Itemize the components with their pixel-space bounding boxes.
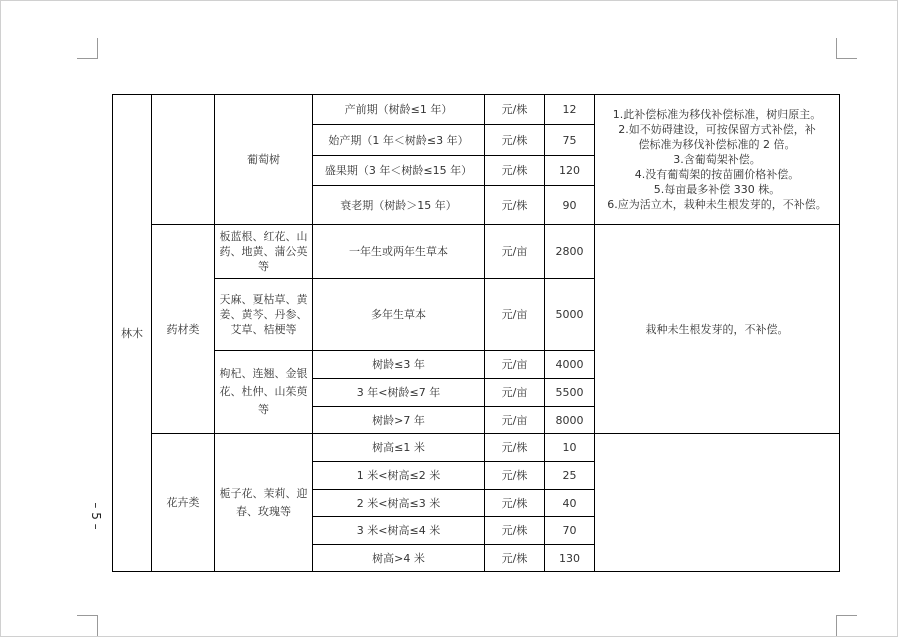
unit-cell: 元/株 (485, 186, 545, 225)
table-row (113, 434, 840, 462)
spec-cell: 一年生或两年生草本 (313, 225, 485, 279)
spec-cell: 3 年<树龄≤7 年 (313, 379, 485, 407)
note-line: 1.此补偿标准为移伐补偿标准，树归原主。 (612, 108, 822, 121)
note-line: 6.应为活立木，栽种未生根发芽的，不补偿。 (607, 198, 827, 211)
price-cell: 120 (545, 156, 595, 186)
unit-cell: 元/株 (485, 517, 545, 545)
crop-mark-bottom-right (836, 615, 857, 636)
compensation-table (112, 94, 840, 572)
category-cell: 林木 (113, 95, 152, 572)
spec-cell: 2 米<树高≤3 米 (313, 490, 485, 517)
spec-cell: 3 米<树高≤4 米 (313, 517, 485, 545)
price-cell: 2800 (545, 225, 595, 279)
unit-cell: 元/亩 (485, 407, 545, 434)
spec-cell: 1 米<树高≤2 米 (313, 462, 485, 490)
notes-cell (595, 95, 840, 225)
spec-cell: 多年生草本 (313, 279, 485, 351)
table-row (113, 225, 840, 279)
spec-cell: 盛果期（3 年＜树龄≤15 年） (313, 156, 485, 186)
price-cell: 130 (545, 545, 595, 572)
unit-cell: 元/株 (485, 95, 545, 125)
subcategory-cell: 药材类 (152, 225, 215, 434)
subcategory-cell (152, 95, 215, 225)
plant-name-cell: 葡萄树 (215, 95, 313, 225)
note-line: 5.每亩最多补偿 330 株。 (653, 183, 781, 196)
subcategory-cell: 花卉类 (152, 434, 215, 572)
price-cell: 12 (545, 95, 595, 125)
note-line: 4.没有葡萄架的按苗圃价格补偿。 (634, 168, 800, 181)
spec-cell: 树龄>7 年 (313, 407, 485, 434)
price-cell: 10 (545, 434, 595, 462)
crop-mark-bottom-left (77, 615, 98, 636)
plant-name-cell: 枸杞、连翘、金银花、杜仲、山茱萸等 (215, 351, 313, 434)
price-cell: 70 (545, 517, 595, 545)
price-cell: 75 (545, 125, 595, 156)
price-cell: 5500 (545, 379, 595, 407)
price-cell: 5000 (545, 279, 595, 351)
note-line: 3.含葡萄架补偿。 (673, 153, 761, 166)
spec-cell: 树高≤1 米 (313, 434, 485, 462)
crop-mark-top-right (836, 38, 857, 59)
unit-cell: 元/株 (485, 545, 545, 572)
unit-cell: 元/株 (485, 462, 545, 490)
unit-cell: 元/亩 (485, 279, 545, 351)
price-cell: 25 (545, 462, 595, 490)
page-number: – 5 – (89, 502, 103, 530)
unit-cell: 元/亩 (485, 225, 545, 279)
price-cell: 4000 (545, 351, 595, 379)
unit-cell: 元/株 (485, 490, 545, 517)
plant-name-cell: 栀子花、茉莉、迎春、玫瑰等 (215, 434, 313, 572)
spec-cell: 树高>4 米 (313, 545, 485, 572)
notes-cell (595, 434, 840, 572)
spec-cell: 始产期（1 年＜树龄≤3 年） (313, 125, 485, 156)
unit-cell: 元/亩 (485, 351, 545, 379)
crop-mark-top-left (77, 38, 98, 59)
spec-cell: 树龄≤3 年 (313, 351, 485, 379)
note-line: 偿标准为移伐补偿标准的 2 倍。 (638, 138, 796, 151)
spec-cell: 产前期（树龄≤1 年） (313, 95, 485, 125)
unit-cell: 元/株 (485, 125, 545, 156)
price-cell: 90 (545, 186, 595, 225)
notes-cell: 栽种未生根发芽的，不补偿。 (595, 225, 840, 434)
note-line: 2.如不妨碍建设，可按保留方式补偿，补 (618, 123, 816, 136)
plant-name-cell: 天麻、夏枯草、黄姜、黄芩、丹参、艾草、桔梗等 (215, 279, 313, 351)
plant-name-cell: 板蓝根、红花、山药、地黄、蒲公英等 (215, 225, 313, 279)
unit-cell: 元/株 (485, 156, 545, 186)
unit-cell: 元/株 (485, 434, 545, 462)
price-cell: 40 (545, 490, 595, 517)
unit-cell: 元/亩 (485, 379, 545, 407)
table-row (113, 95, 840, 125)
spec-cell: 衰老期（树龄＞15 年） (313, 186, 485, 225)
price-cell: 8000 (545, 407, 595, 434)
